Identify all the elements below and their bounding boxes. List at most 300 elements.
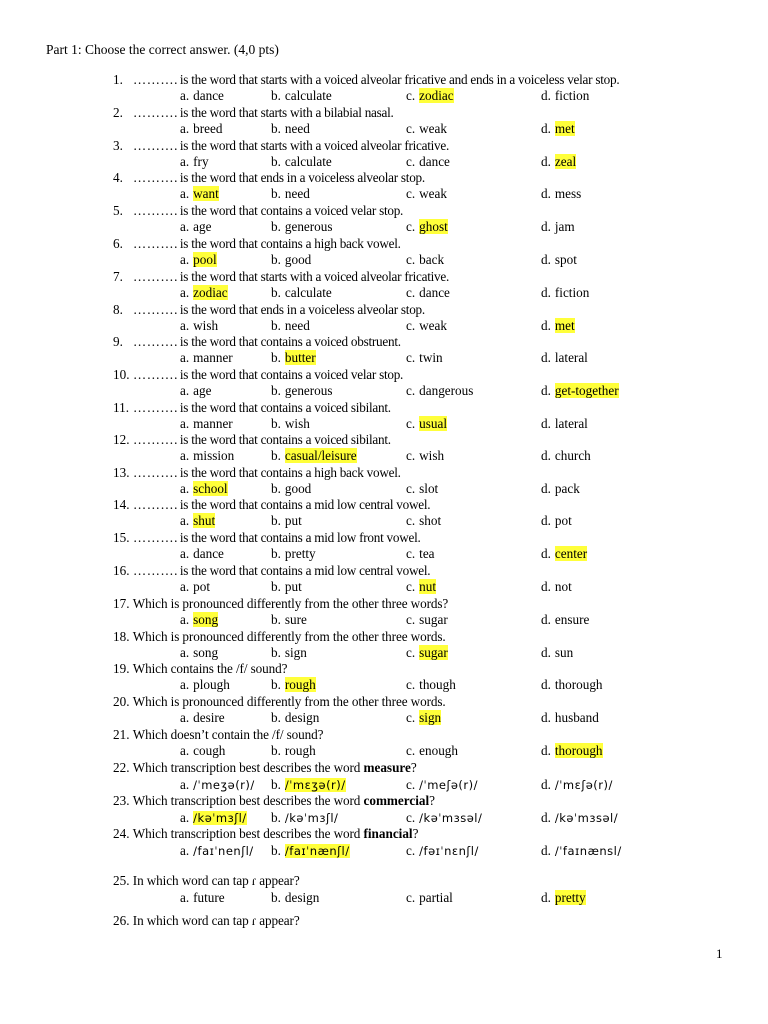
answer-option[interactable] [541, 448, 591, 464]
answer-option[interactable] [541, 546, 587, 562]
option-text: lateral [554, 350, 588, 365]
option-letter: d. [541, 481, 551, 496]
option-text: /ˈmɛʃə(r)/ [554, 778, 613, 792]
answer-option[interactable] [180, 677, 230, 693]
option-text: dance [419, 154, 450, 169]
option-text: fry [193, 154, 209, 169]
option-text: put [284, 513, 302, 528]
option-text: ensure [554, 612, 590, 627]
question-text: Which transcription best describes the word [132, 793, 364, 808]
option-text: put [284, 579, 302, 594]
answer-option[interactable] [406, 318, 447, 334]
question-25 [113, 873, 300, 889]
option-letter: b. [271, 318, 281, 333]
answer-option[interactable] [406, 350, 443, 366]
option-text: /faɪˈnenʃl/ [193, 844, 254, 858]
option-text: need [284, 186, 310, 201]
answer-option[interactable] [271, 710, 319, 726]
answer-option[interactable] [541, 186, 581, 202]
highlighted-answer: met [554, 318, 575, 333]
answer-option[interactable] [406, 677, 456, 693]
answer-option[interactable] [541, 416, 588, 432]
answer-option[interactable] [406, 546, 435, 562]
option-letter: a. [180, 186, 190, 201]
answer-option[interactable] [180, 88, 224, 104]
option-text: cough [193, 743, 226, 758]
answer-option[interactable] [180, 810, 247, 826]
question-16 [113, 563, 430, 579]
answer-option[interactable] [541, 579, 572, 595]
option-letter: c. [406, 416, 416, 431]
answer-option[interactable] [271, 219, 333, 235]
answer-option[interactable] [180, 318, 218, 334]
question-text: is the word that starts with a bilabial nasal. [179, 105, 394, 120]
highlighted-answer: rough [284, 677, 316, 692]
answer-option[interactable] [271, 318, 310, 334]
option-text: future [193, 890, 225, 905]
question-10 [113, 367, 403, 383]
answer-option[interactable] [271, 416, 310, 432]
highlighted-answer: ghost [419, 219, 448, 234]
question-number: 13. [113, 465, 130, 480]
question-17 [113, 596, 448, 612]
option-letter: d. [541, 890, 551, 905]
option-letter: c. [406, 318, 416, 333]
highlighted-answer: /kəˈmɜʃl/ [193, 811, 247, 825]
answer-option[interactable] [180, 777, 255, 793]
option-letter: d. [541, 383, 551, 398]
answer-option[interactable] [271, 154, 332, 170]
answer-option[interactable] [541, 318, 575, 334]
answer-option[interactable] [406, 285, 450, 301]
option-letter: b. [271, 579, 281, 594]
option-letter: c. [406, 710, 416, 725]
option-letter: a. [180, 743, 190, 758]
answer-option[interactable] [406, 890, 453, 906]
option-letter: d. [541, 612, 551, 627]
option-text: dance [193, 88, 224, 103]
answer-option[interactable] [541, 481, 580, 497]
answer-option[interactable] [541, 219, 575, 235]
highlighted-answer: zodiac [419, 88, 454, 103]
highlighted-answer: /ˈmɛʒə(r)/ [284, 778, 346, 792]
question-text: In which word can tap ɾ appear? [132, 913, 300, 928]
option-letter: a. [180, 810, 190, 825]
option-letter: a. [180, 318, 190, 333]
option-text: good [284, 252, 312, 267]
question-13 [113, 465, 401, 481]
option-text: weak [419, 186, 447, 201]
highlighted-answer: casual/leisure [284, 448, 357, 463]
answer-option[interactable] [271, 121, 310, 137]
question-24 [113, 826, 418, 842]
option-letter: c. [406, 88, 416, 103]
highlighted-answer: pretty [554, 890, 586, 905]
answer-option[interactable] [541, 252, 577, 268]
question-number: 2. [113, 105, 123, 120]
option-letter: b. [271, 890, 281, 905]
option-text: /kəˈmɜsəl/ [554, 811, 619, 825]
highlighted-answer: thorough [554, 743, 603, 758]
option-letter: c. [406, 546, 416, 561]
option-text: song [193, 645, 219, 660]
answer-option[interactable] [541, 383, 619, 399]
option-letter: c. [406, 154, 416, 169]
answer-option[interactable] [541, 743, 603, 759]
question-text: is the word that starts with a voiced alveolar fricative. [179, 138, 450, 153]
question-number: 8. [113, 302, 123, 317]
option-text: manner [193, 416, 233, 431]
option-letter: b. [271, 481, 281, 496]
option-text: plough [193, 677, 230, 692]
option-text: pretty [284, 546, 316, 561]
answer-blank: ………. [133, 236, 178, 251]
highlighted-answer: school [193, 481, 228, 496]
option-text: shot [419, 513, 442, 528]
question-text: Which transcription best describes the word [132, 760, 364, 775]
option-letter: a. [180, 252, 190, 267]
answer-option[interactable] [180, 154, 209, 170]
option-letter: b. [271, 612, 281, 627]
question-mark: ? [410, 760, 417, 775]
answer-blank: ………. [133, 72, 178, 87]
answer-option[interactable] [180, 645, 218, 661]
answer-option[interactable] [180, 513, 215, 529]
option-text: generous [284, 219, 333, 234]
answer-option[interactable] [406, 513, 441, 529]
target-word: commercial [363, 793, 430, 808]
highlighted-answer: zodiac [193, 285, 228, 300]
option-text: wish [419, 448, 445, 463]
option-letter: c. [406, 186, 416, 201]
answer-option[interactable] [406, 252, 444, 268]
option-letter: d. [541, 416, 551, 431]
target-word: measure [363, 760, 411, 775]
option-letter: d. [541, 121, 551, 136]
option-letter: a. [180, 843, 190, 858]
highlighted-answer: get-together [554, 383, 619, 398]
question-20 [113, 694, 446, 710]
answer-option[interactable] [271, 88, 332, 104]
question-15 [113, 530, 421, 546]
option-letter: d. [541, 186, 551, 201]
answer-option[interactable] [406, 121, 447, 137]
question-number: 15. [113, 530, 130, 545]
question-number: 10. [113, 367, 130, 382]
answer-option[interactable] [271, 285, 332, 301]
question-text: is the word that starts with a voiced alveolar fricative and ends in a voiceless velar stop. [179, 72, 620, 87]
question-22 [113, 760, 417, 776]
option-text: fiction [554, 88, 590, 103]
answer-option[interactable] [180, 448, 234, 464]
answer-option[interactable] [541, 890, 586, 906]
answer-option[interactable] [406, 810, 482, 826]
option-letter: d. [541, 513, 551, 528]
option-letter: a. [180, 579, 190, 594]
question-text: is the word that contains a voiced velar stop. [179, 367, 404, 382]
answer-option[interactable] [180, 416, 233, 432]
answer-option[interactable] [180, 579, 210, 595]
option-letter: b. [271, 843, 281, 858]
option-letter: a. [180, 383, 190, 398]
question-number: 12. [113, 432, 130, 447]
answer-option[interactable] [180, 710, 225, 726]
answer-option[interactable] [180, 890, 225, 906]
answer-option[interactable] [406, 481, 438, 497]
answer-option[interactable] [180, 546, 224, 562]
question-8 [113, 302, 425, 318]
answer-option[interactable] [271, 252, 311, 268]
question-number: 24. [113, 826, 130, 841]
option-letter: c. [406, 890, 416, 905]
question-text: is the word that contains a voiced sibilant. [179, 400, 391, 415]
option-text: thorough [554, 677, 603, 692]
target-word: financial [363, 826, 413, 841]
highlighted-answer: sugar [419, 645, 448, 660]
option-letter: b. [271, 121, 281, 136]
question-number: 1. [113, 72, 123, 87]
option-text: /ˈfaɪnænsl/ [554, 844, 622, 858]
answer-option[interactable] [180, 219, 211, 235]
option-text: sure [284, 612, 307, 627]
answer-option[interactable] [406, 448, 444, 464]
answer-option[interactable] [541, 513, 572, 529]
question-7 [113, 269, 449, 285]
highlighted-answer: want [193, 186, 219, 201]
option-text: sugar [419, 612, 448, 627]
option-letter: b. [271, 350, 281, 365]
answer-option[interactable] [180, 252, 217, 268]
answer-option[interactable] [180, 121, 222, 137]
answer-option[interactable] [271, 350, 316, 366]
option-text: dance [419, 285, 450, 300]
answer-blank: ………. [133, 334, 178, 349]
answer-option[interactable] [406, 843, 479, 859]
answer-blank: ………. [133, 203, 178, 218]
highlighted-answer: shut [193, 513, 216, 528]
answer-option[interactable] [271, 677, 316, 693]
question-number: 21. [113, 727, 130, 742]
question-text: Which contains the /f/ sound? [132, 661, 288, 676]
answer-option[interactable] [406, 154, 450, 170]
question-text: is the word that contains a high back vowel. [179, 236, 401, 251]
answer-option[interactable] [541, 285, 589, 301]
option-text: back [419, 252, 445, 267]
part-heading: Part 1: Choose the correct answer. (4,0 pts) [46, 42, 279, 57]
option-letter: d. [541, 318, 551, 333]
question-6 [113, 236, 401, 252]
question-2 [113, 105, 394, 121]
option-text: breed [193, 121, 223, 136]
option-letter: d. [541, 743, 551, 758]
answer-option[interactable] [406, 777, 478, 793]
option-text: partial [419, 890, 453, 905]
option-text: good [284, 481, 312, 496]
option-letter: d. [541, 777, 551, 792]
question-text: is the word that starts with a voiced alveolar fricative. [179, 269, 450, 284]
answer-blank: ………. [133, 530, 178, 545]
option-letter: a. [180, 448, 190, 463]
option-letter: c. [406, 677, 416, 692]
option-text: tea [419, 546, 435, 561]
option-letter: b. [271, 743, 281, 758]
answer-blank: ………. [133, 367, 178, 382]
option-letter: d. [541, 88, 551, 103]
highlighted-answer: nut [419, 579, 437, 594]
answer-option[interactable] [406, 219, 448, 235]
answer-blank: ………. [133, 563, 178, 578]
answer-option[interactable] [271, 513, 302, 529]
option-text: enough [419, 743, 458, 758]
answer-option[interactable] [271, 546, 316, 562]
question-number: 18. [113, 629, 130, 644]
question-number: 11. [113, 400, 129, 415]
answer-option[interactable] [406, 186, 447, 202]
option-letter: a. [180, 513, 190, 528]
answer-option[interactable] [180, 383, 211, 399]
highlighted-answer: sign [419, 710, 442, 725]
answer-option[interactable] [406, 743, 458, 759]
highlighted-answer: song [193, 612, 219, 627]
answer-option[interactable] [180, 186, 219, 202]
option-letter: a. [180, 777, 190, 792]
answer-option[interactable] [271, 383, 333, 399]
question-number: 3. [113, 138, 123, 153]
answer-blank: ………. [133, 432, 178, 447]
question-18 [113, 629, 446, 645]
option-letter: d. [541, 448, 551, 463]
option-letter: b. [271, 777, 281, 792]
option-letter: c. [406, 645, 416, 660]
option-text: rough [284, 743, 316, 758]
answer-option[interactable] [271, 843, 350, 859]
question-4 [113, 170, 425, 186]
option-letter: d. [541, 579, 551, 594]
question-number: 14. [113, 497, 130, 512]
option-letter: c. [406, 513, 416, 528]
answer-option[interactable] [271, 777, 346, 793]
option-text: dance [193, 546, 224, 561]
answer-option[interactable] [271, 481, 311, 497]
option-text: age [193, 383, 212, 398]
answer-option[interactable] [271, 743, 316, 759]
answer-option[interactable] [541, 843, 622, 859]
answer-option[interactable] [406, 710, 441, 726]
question-number: 16. [113, 563, 130, 578]
option-letter: a. [180, 546, 190, 561]
option-letter: a. [180, 612, 190, 627]
answer-option[interactable] [180, 350, 233, 366]
option-text: jam [554, 219, 575, 234]
answer-option[interactable] [180, 743, 225, 759]
option-text: sun [554, 645, 574, 660]
answer-option[interactable] [180, 285, 228, 301]
question-number: 26. [113, 913, 130, 928]
answer-option[interactable] [180, 481, 228, 497]
question-number: 4. [113, 170, 123, 185]
answer-option[interactable] [180, 612, 218, 628]
option-text: pot [554, 513, 572, 528]
option-text: /ˈmeʒə(r)/ [193, 778, 255, 792]
option-text: fiction [554, 285, 590, 300]
answer-option[interactable] [271, 810, 338, 826]
answer-option[interactable] [271, 448, 357, 464]
option-letter: a. [180, 350, 190, 365]
option-letter: b. [271, 810, 281, 825]
option-letter: b. [271, 513, 281, 528]
question-number: 7. [113, 269, 123, 284]
question-number: 19. [113, 661, 130, 676]
option-letter: c. [406, 219, 416, 234]
question-9 [113, 334, 401, 350]
option-text: desire [193, 710, 225, 725]
option-letter: c. [406, 252, 416, 267]
answer-option[interactable] [180, 843, 254, 859]
question-text: is the word that contains a high back vowel. [179, 465, 401, 480]
option-text: design [284, 890, 320, 905]
option-letter: c. [406, 810, 416, 825]
answer-option[interactable] [271, 890, 319, 906]
answer-option[interactable] [406, 579, 436, 595]
question-number: 17. [113, 596, 130, 611]
answer-option[interactable] [541, 710, 599, 726]
answer-option[interactable] [541, 777, 613, 793]
option-letter: b. [271, 710, 281, 725]
question-number: 22. [113, 760, 130, 775]
answer-option[interactable] [406, 383, 473, 399]
option-text: husband [554, 710, 599, 725]
answer-option[interactable] [541, 645, 573, 661]
answer-option[interactable] [406, 612, 448, 628]
answer-option[interactable] [541, 677, 603, 693]
answer-option[interactable] [271, 612, 307, 628]
answer-option[interactable] [541, 154, 576, 170]
option-letter: a. [180, 645, 190, 660]
answer-blank: ………. [133, 269, 178, 284]
option-letter: a. [180, 219, 190, 234]
answer-option[interactable] [271, 579, 302, 595]
option-letter: d. [541, 710, 551, 725]
option-text: need [284, 318, 310, 333]
option-letter: c. [406, 743, 416, 758]
option-text: pot [193, 579, 211, 594]
question-14 [113, 497, 430, 513]
answer-option[interactable] [541, 810, 618, 826]
question-12 [113, 432, 391, 448]
option-text: wish [193, 318, 219, 333]
answer-option[interactable] [406, 416, 447, 432]
option-text: not [554, 579, 572, 594]
answer-blank: ………. [133, 302, 178, 317]
option-text: calculate [284, 285, 332, 300]
option-text: calculate [284, 88, 332, 103]
answer-option[interactable] [541, 350, 588, 366]
answer-option[interactable] [271, 186, 310, 202]
answer-option[interactable] [541, 121, 575, 137]
answer-option[interactable] [541, 612, 589, 628]
answer-option[interactable] [541, 88, 589, 104]
answer-option[interactable] [271, 645, 307, 661]
highlighted-answer: /faɪˈnænʃl/ [284, 844, 350, 858]
option-letter: d. [541, 645, 551, 660]
answer-option[interactable] [406, 88, 454, 104]
answer-option[interactable] [406, 645, 448, 661]
option-text: age [193, 219, 212, 234]
option-letter: a. [180, 677, 190, 692]
question-21 [113, 727, 323, 743]
option-letter: d. [541, 546, 551, 561]
option-letter: b. [271, 154, 281, 169]
